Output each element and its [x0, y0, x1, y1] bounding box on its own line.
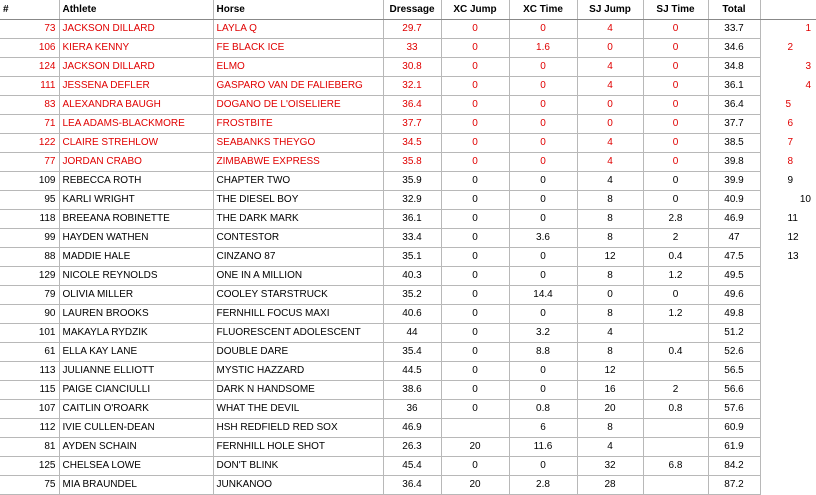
- cell-sj-time: 0: [643, 58, 708, 77]
- header-sj-jump: SJ Jump: [577, 0, 643, 20]
- cell-num: 99: [0, 229, 59, 248]
- header-athlete: Athlete: [59, 0, 213, 20]
- cell-sj-time: 0: [643, 96, 708, 115]
- cell-xc-jump: 0: [441, 77, 509, 96]
- cell-place: [760, 362, 816, 381]
- cell-sj-time: [643, 362, 708, 381]
- cell-total: 52.6: [708, 343, 760, 362]
- cell-horse: DOGANO DE L'OISELIERE: [213, 96, 383, 115]
- cell-horse: SEABANKS THEYGO: [213, 134, 383, 153]
- cell-place: [760, 324, 816, 343]
- cell-xc-jump: 0: [441, 362, 509, 381]
- cell-horse: LAYLA Q: [213, 20, 383, 39]
- header-dressage: Dressage: [383, 0, 441, 20]
- cell-total: 40.9: [708, 191, 760, 210]
- cell-horse: HSH REDFIELD RED SOX: [213, 419, 383, 438]
- cell-horse: ONE IN A MILLION: [213, 267, 383, 286]
- cell-sj-time: 6.8: [643, 457, 708, 476]
- cell-place: [760, 267, 816, 286]
- cell-num: 88: [0, 248, 59, 267]
- cell-sj-time: 0: [643, 39, 708, 58]
- cell-sj-jump: 8: [577, 229, 643, 248]
- cell-sj-jump: 8: [577, 191, 643, 210]
- place-number: 6: [787, 118, 794, 129]
- cell-horse: FERNHILL HOLE SHOT: [213, 438, 383, 457]
- table-row: [0, 20, 816, 39]
- cell-xc-time: 0: [509, 96, 577, 115]
- cell-place: [760, 438, 816, 457]
- cell-num: 118: [0, 210, 59, 229]
- cell-total: 47.5: [708, 248, 760, 267]
- cell-xc-jump: 0: [441, 286, 509, 305]
- table-row: [0, 115, 816, 134]
- cell-dressage: 36.1: [383, 210, 441, 229]
- cell-total: 39.9: [708, 172, 760, 191]
- table-row: [0, 96, 816, 115]
- cell-dressage: 35.4: [383, 343, 441, 362]
- cell-place: [760, 476, 816, 495]
- cell-sj-time: 2.8: [643, 210, 708, 229]
- cell-place: [760, 115, 816, 134]
- cell-place: [760, 419, 816, 438]
- cell-sj-jump: 0: [577, 115, 643, 134]
- cell-sj-time: 0.4: [643, 343, 708, 362]
- cell-xc-time: 0: [509, 362, 577, 381]
- cell-athlete: AYDEN SCHAIN: [59, 438, 213, 457]
- cell-athlete: JULIANNE ELLIOTT: [59, 362, 213, 381]
- cell-dressage: 37.7: [383, 115, 441, 134]
- cell-dressage: 35.1: [383, 248, 441, 267]
- table-row: [0, 210, 816, 229]
- cell-athlete: REBECCA ROTH: [59, 172, 213, 191]
- cell-athlete: ALEXANDRA BAUGH: [59, 96, 213, 115]
- cell-place: [760, 286, 816, 305]
- cell-total: 47: [708, 229, 760, 248]
- cell-athlete: JACKSON DILLARD: [59, 58, 213, 77]
- cell-dressage: 34.5: [383, 134, 441, 153]
- cell-horse: CINZANO 87: [213, 248, 383, 267]
- cell-dressage: 32.9: [383, 191, 441, 210]
- cell-sj-jump: 4: [577, 324, 643, 343]
- place-number: 12: [787, 232, 799, 243]
- cell-num: 115: [0, 381, 59, 400]
- cell-dressage: 35.2: [383, 286, 441, 305]
- place-number: 9: [787, 175, 794, 186]
- cell-total: 60.9: [708, 419, 760, 438]
- cell-athlete: KIERA KENNY: [59, 39, 213, 58]
- cell-total: 36.4: [708, 96, 760, 115]
- cell-place: [760, 400, 816, 419]
- cell-total: 37.7: [708, 115, 760, 134]
- cell-xc-time: 0.8: [509, 400, 577, 419]
- cell-xc-jump: 0: [441, 400, 509, 419]
- cell-num: 77: [0, 153, 59, 172]
- cell-place: [760, 77, 816, 96]
- place-number: 13: [787, 251, 799, 262]
- cell-sj-time: 0: [643, 286, 708, 305]
- cell-place: [760, 58, 816, 77]
- cell-num: 113: [0, 362, 59, 381]
- table-row: [0, 134, 816, 153]
- cell-athlete: NICOLE REYNOLDS: [59, 267, 213, 286]
- cell-total: 56.5: [708, 362, 760, 381]
- cell-xc-time: 0: [509, 191, 577, 210]
- cell-horse: FE BLACK ICE: [213, 39, 383, 58]
- cell-place: [760, 381, 816, 400]
- table-row: [0, 400, 816, 419]
- cell-horse: FLUORESCENT ADOLESCENT: [213, 324, 383, 343]
- table-row: [0, 305, 816, 324]
- cell-xc-jump: 0: [441, 96, 509, 115]
- cell-num: 81: [0, 438, 59, 457]
- cell-sj-time: 0: [643, 191, 708, 210]
- cell-sj-time: 0.8: [643, 400, 708, 419]
- cell-place: [760, 191, 816, 210]
- cell-athlete: CLAIRE STREHLOW: [59, 134, 213, 153]
- cell-sj-jump: 32: [577, 457, 643, 476]
- cell-place: [760, 39, 816, 58]
- cell-athlete: MADDIE HALE: [59, 248, 213, 267]
- cell-horse: CHAPTER TWO: [213, 172, 383, 191]
- cell-athlete: HAYDEN WATHEN: [59, 229, 213, 248]
- cell-sj-time: 0.4: [643, 248, 708, 267]
- cell-xc-jump: 0: [441, 134, 509, 153]
- header-xc-time: XC Time: [509, 0, 577, 20]
- cell-num: 90: [0, 305, 59, 324]
- cell-num: 124: [0, 58, 59, 77]
- cell-athlete: JACKSON DILLARD: [59, 20, 213, 39]
- cell-xc-time: 0: [509, 134, 577, 153]
- cell-place: [760, 172, 816, 191]
- cell-sj-jump: 8: [577, 305, 643, 324]
- place-number: 2: [787, 42, 794, 53]
- cell-total: 49.6: [708, 286, 760, 305]
- cell-sj-jump: 8: [577, 210, 643, 229]
- cell-horse: DARK N HANDSOME: [213, 381, 383, 400]
- cell-dressage: 45.4: [383, 457, 441, 476]
- cell-xc-time: 0: [509, 457, 577, 476]
- cell-total: 39.8: [708, 153, 760, 172]
- cell-xc-jump: [441, 419, 509, 438]
- cell-sj-time: 2: [643, 229, 708, 248]
- cell-total: 61.9: [708, 438, 760, 457]
- table-row: [0, 324, 816, 343]
- header-place: [760, 0, 816, 20]
- cell-sj-jump: 4: [577, 20, 643, 39]
- cell-total: 34.6: [708, 39, 760, 58]
- place-number: 5: [785, 99, 792, 110]
- place-number: 11: [787, 213, 798, 224]
- place-number: 3: [805, 61, 811, 72]
- cell-xc-time: 0: [509, 305, 577, 324]
- table-row: [0, 419, 816, 438]
- cell-dressage: 44: [383, 324, 441, 343]
- cell-sj-jump: 12: [577, 248, 643, 267]
- place-number: 10: [799, 194, 811, 205]
- cell-xc-time: 0: [509, 248, 577, 267]
- table-row: [0, 362, 816, 381]
- cell-place: [760, 343, 816, 362]
- cell-sj-jump: 0: [577, 286, 643, 305]
- cell-place: [760, 96, 816, 115]
- cell-sj-time: 2: [643, 381, 708, 400]
- cell-xc-time: 2.8: [509, 476, 577, 495]
- cell-sj-time: [643, 476, 708, 495]
- cell-sj-jump: 28: [577, 476, 643, 495]
- cell-xc-jump: 0: [441, 248, 509, 267]
- cell-athlete: CHELSEA LOWE: [59, 457, 213, 476]
- cell-sj-time: 0: [643, 20, 708, 39]
- cell-total: 84.2: [708, 457, 760, 476]
- cell-athlete: MAKAYLA RYDZIK: [59, 324, 213, 343]
- cell-dressage: 38.6: [383, 381, 441, 400]
- cell-sj-jump: 0: [577, 96, 643, 115]
- cell-xc-time: 1.6: [509, 39, 577, 58]
- table-row: [0, 267, 816, 286]
- cell-num: 125: [0, 457, 59, 476]
- cell-total: 57.6: [708, 400, 760, 419]
- cell-sj-jump: 4: [577, 172, 643, 191]
- cell-dressage: 36: [383, 400, 441, 419]
- cell-athlete: OLIVIA MILLER: [59, 286, 213, 305]
- cell-sj-time: 0: [643, 77, 708, 96]
- cell-xc-time: 0: [509, 20, 577, 39]
- cell-num: 112: [0, 419, 59, 438]
- table-row: [0, 191, 816, 210]
- table-row: [0, 286, 816, 305]
- table-row: [0, 58, 816, 77]
- cell-athlete: LAUREN BROOKS: [59, 305, 213, 324]
- cell-total: 56.6: [708, 381, 760, 400]
- cell-athlete: ELLA KAY LANE: [59, 343, 213, 362]
- cell-place: [760, 210, 816, 229]
- cell-xc-time: 0: [509, 381, 577, 400]
- place-number: 7: [787, 137, 794, 148]
- cell-xc-jump: 0: [441, 20, 509, 39]
- table-row: [0, 248, 816, 267]
- cell-xc-jump: 0: [441, 267, 509, 286]
- cell-num: 61: [0, 343, 59, 362]
- cell-place: [760, 20, 816, 39]
- cell-xc-jump: 0: [441, 39, 509, 58]
- place-number: 1: [805, 23, 811, 35]
- cell-num: 83: [0, 96, 59, 115]
- table-row: [0, 457, 816, 476]
- cell-xc-jump: 20: [441, 438, 509, 457]
- cell-horse: DON'T BLINK: [213, 457, 383, 476]
- cell-sj-jump: 4: [577, 153, 643, 172]
- cell-horse: COOLEY STARSTRUCK: [213, 286, 383, 305]
- cell-total: 33.7: [708, 20, 760, 39]
- cell-num: 71: [0, 115, 59, 134]
- cell-num: 122: [0, 134, 59, 153]
- cell-xc-time: 0: [509, 267, 577, 286]
- cell-sj-jump: 8: [577, 343, 643, 362]
- cell-xc-jump: 0: [441, 229, 509, 248]
- cell-total: 49.8: [708, 305, 760, 324]
- table-row: [0, 77, 816, 96]
- cell-xc-time: 14.4: [509, 286, 577, 305]
- cell-sj-jump: 0: [577, 39, 643, 58]
- cell-xc-time: 0: [509, 153, 577, 172]
- cell-num: 101: [0, 324, 59, 343]
- cell-total: 34.8: [708, 58, 760, 77]
- place-number: 8: [787, 156, 794, 167]
- cell-dressage: 32.1: [383, 77, 441, 96]
- cell-num: 107: [0, 400, 59, 419]
- cell-athlete: KARLI WRIGHT: [59, 191, 213, 210]
- header-xc-jump: XC Jump: [441, 0, 509, 20]
- cell-xc-jump: 0: [441, 381, 509, 400]
- cell-xc-jump: 0: [441, 305, 509, 324]
- cell-sj-time: 1.2: [643, 267, 708, 286]
- cell-horse: DOUBLE DARE: [213, 343, 383, 362]
- header-sj-time: SJ Time: [643, 0, 708, 20]
- cell-num: 73: [0, 20, 59, 39]
- cell-dressage: 35.8: [383, 153, 441, 172]
- cell-sj-time: 0: [643, 134, 708, 153]
- cell-num: 111: [0, 77, 59, 96]
- cell-dressage: 46.9: [383, 419, 441, 438]
- cell-dressage: 33.4: [383, 229, 441, 248]
- cell-total: 51.2: [708, 324, 760, 343]
- cell-dressage: 33: [383, 39, 441, 58]
- table-row: [0, 381, 816, 400]
- cell-xc-jump: 0: [441, 457, 509, 476]
- cell-sj-jump: 4: [577, 438, 643, 457]
- cell-horse: JUNKANOO: [213, 476, 383, 495]
- cell-xc-jump: 0: [441, 191, 509, 210]
- table-row: [0, 343, 816, 362]
- cell-place: [760, 457, 816, 476]
- cell-xc-time: 0: [509, 172, 577, 191]
- cell-horse: ELMO: [213, 58, 383, 77]
- cell-xc-jump: 0: [441, 343, 509, 362]
- cell-sj-jump: 4: [577, 58, 643, 77]
- cell-athlete: BREEANA ROBINETTE: [59, 210, 213, 229]
- cell-athlete: CAITLIN O'ROARK: [59, 400, 213, 419]
- cell-num: 129: [0, 267, 59, 286]
- cell-dressage: 35.9: [383, 172, 441, 191]
- cell-sj-time: 1.2: [643, 305, 708, 324]
- cell-total: 49.5: [708, 267, 760, 286]
- cell-sj-time: [643, 324, 708, 343]
- cell-sj-jump: 12: [577, 362, 643, 381]
- cell-total: 46.9: [708, 210, 760, 229]
- cell-xc-time: 11.6: [509, 438, 577, 457]
- cell-xc-time: 3.6: [509, 229, 577, 248]
- header-row: [0, 0, 816, 20]
- cell-dressage: 26.3: [383, 438, 441, 457]
- cell-athlete: JESSENA DEFLER: [59, 77, 213, 96]
- table-row: [0, 172, 816, 191]
- header-horse: Horse: [213, 0, 383, 20]
- cell-xc-jump: 0: [441, 324, 509, 343]
- cell-horse: THE DIESEL BOY: [213, 191, 383, 210]
- cell-athlete: MIA BRAUNDEL: [59, 476, 213, 495]
- cell-num: 95: [0, 191, 59, 210]
- cell-place: [760, 153, 816, 172]
- cell-num: 75: [0, 476, 59, 495]
- cell-sj-time: 0: [643, 153, 708, 172]
- cell-xc-jump: 0: [441, 58, 509, 77]
- cell-xc-time: 0: [509, 210, 577, 229]
- cell-total: 87.2: [708, 476, 760, 495]
- cell-xc-time: 6: [509, 419, 577, 438]
- cell-xc-jump: 0: [441, 115, 509, 134]
- cell-sj-jump: 4: [577, 77, 643, 96]
- cell-xc-time: 0: [509, 77, 577, 96]
- cell-place: [760, 248, 816, 267]
- cell-sj-time: [643, 438, 708, 457]
- header-total: Total: [708, 0, 760, 20]
- cell-num: 106: [0, 39, 59, 58]
- cell-total: 38.5: [708, 134, 760, 153]
- cell-xc-jump: 0: [441, 210, 509, 229]
- cell-sj-jump: 16: [577, 381, 643, 400]
- cell-horse: CONTESTOR: [213, 229, 383, 248]
- cell-dressage: 30.8: [383, 58, 441, 77]
- cell-xc-time: 0: [509, 115, 577, 134]
- table-row: [0, 39, 816, 58]
- cell-xc-time: 3.2: [509, 324, 577, 343]
- place-number: 4: [805, 80, 811, 91]
- cell-athlete: JORDAN CRABO: [59, 153, 213, 172]
- cell-sj-jump: 8: [577, 419, 643, 438]
- cell-place: [760, 134, 816, 153]
- table-row: [0, 153, 816, 172]
- cell-dressage: 36.4: [383, 96, 441, 115]
- cell-xc-time: 0: [509, 58, 577, 77]
- cell-sj-jump: 8: [577, 267, 643, 286]
- cell-horse: THE DARK MARK: [213, 210, 383, 229]
- cell-athlete: LEA ADAMS-BLACKMORE: [59, 115, 213, 134]
- cell-athlete: IVIE CULLEN-DEAN: [59, 419, 213, 438]
- cell-horse: ZIMBABWE EXPRESS: [213, 153, 383, 172]
- cell-num: 109: [0, 172, 59, 191]
- cell-num: 79: [0, 286, 59, 305]
- cell-horse: WHAT THE DEVIL: [213, 400, 383, 419]
- cell-place: [760, 229, 816, 248]
- cell-dressage: 29.7: [383, 20, 441, 39]
- table-row: [0, 229, 816, 248]
- cell-xc-jump: 20: [441, 476, 509, 495]
- cell-total: 36.1: [708, 77, 760, 96]
- cell-sj-time: [643, 419, 708, 438]
- cell-place: [760, 305, 816, 324]
- cell-xc-jump: 0: [441, 172, 509, 191]
- cell-horse: GASPARO VAN DE FALIEBERG: [213, 77, 383, 96]
- cell-sj-jump: 20: [577, 400, 643, 419]
- cell-xc-jump: 0: [441, 153, 509, 172]
- header-num: #: [0, 0, 59, 20]
- cell-horse: FROSTBITE: [213, 115, 383, 134]
- cell-dressage: 40.3: [383, 267, 441, 286]
- cell-dressage: 40.6: [383, 305, 441, 324]
- cell-xc-time: 8.8: [509, 343, 577, 362]
- cell-horse: MYSTIC HAZZARD: [213, 362, 383, 381]
- cell-dressage: 36.4: [383, 476, 441, 495]
- cell-athlete: PAIGE CIANCIULLI: [59, 381, 213, 400]
- cell-dressage: 44.5: [383, 362, 441, 381]
- cell-sj-time: 0: [643, 115, 708, 134]
- table-row: [0, 438, 816, 457]
- cell-sj-time: 0: [643, 172, 708, 191]
- table-row: [0, 476, 816, 495]
- cell-horse: FERNHILL FOCUS MAXI: [213, 305, 383, 324]
- cell-sj-jump: 4: [577, 134, 643, 153]
